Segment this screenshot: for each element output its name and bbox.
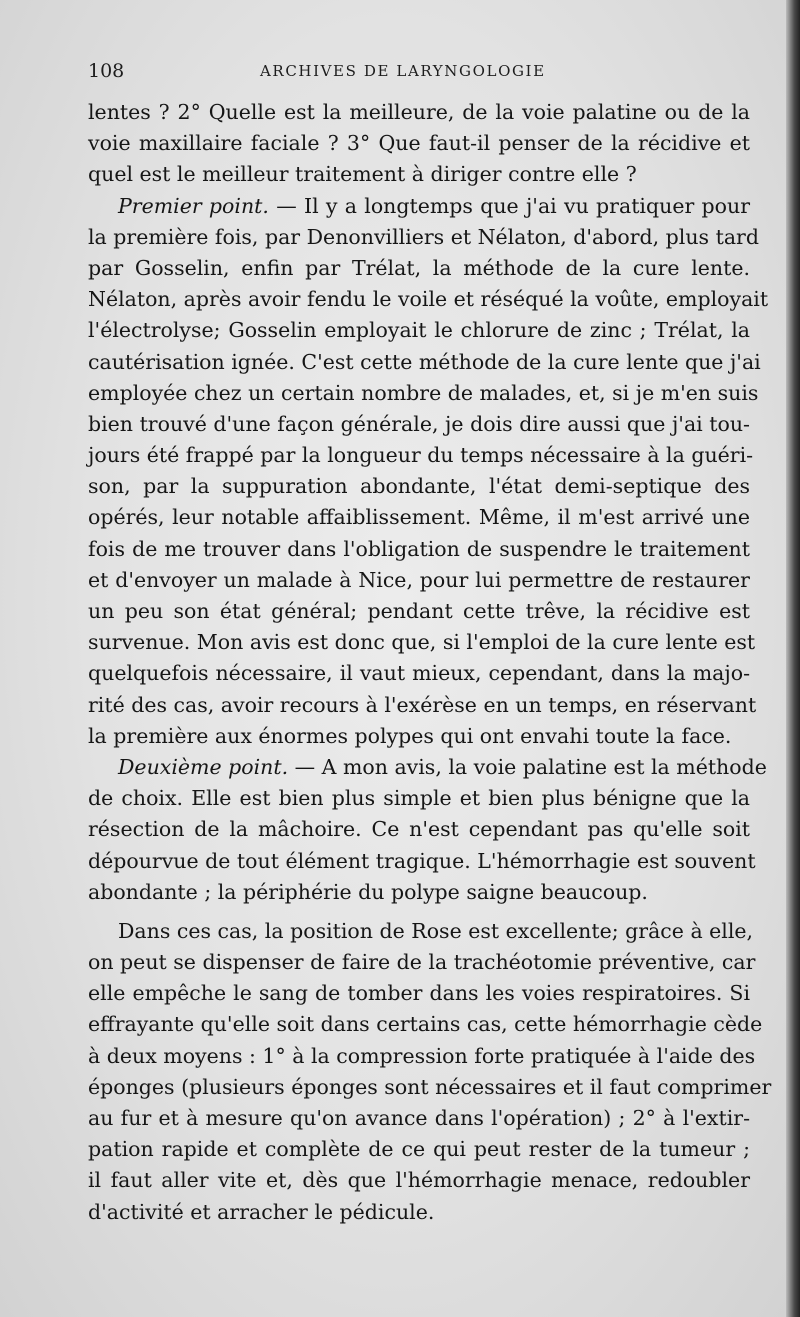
text-line: à deux moyens : 1° à la compression forte pratiquée à l'aide des xyxy=(88,1043,756,1068)
text-line: l'électrolyse; Gosselin employait le chlorure de zinc ; Trélat, la xyxy=(88,318,750,343)
text-line: bien trouvé d'une façon générale, je dois dire aussi que j'ai tou- xyxy=(88,411,750,436)
text-line: et d'envoyer un malade à Nice, pour lui permettre de restaurer xyxy=(88,567,750,592)
text-line: Nélaton, après avoir fendu le voile et réséqué la voûte, employait xyxy=(88,287,769,312)
text-line: voie maxillaire faciale ? 3° Que faut-il penser de la récidive et xyxy=(88,131,750,156)
text-line: résection de la mâchoire. Ce n'est cependant pas qu'elle soit xyxy=(88,817,750,842)
page-header xyxy=(88,60,748,86)
text-line: au fur et à mesure qu'on avance dans l'opération) ; 2° à l'extir- xyxy=(88,1106,750,1130)
text-line xyxy=(88,191,750,222)
body-text xyxy=(88,97,772,1228)
text-line: d'activité et arracher le pédicule. xyxy=(88,1199,435,1224)
text-line: de choix. Elle est bien plus simple et bien plus bénigne que la xyxy=(88,786,750,811)
page-number: 108 xyxy=(88,60,125,82)
text-line: lentes ? 2° Quelle est la meilleure, de la voie palatine ou de la xyxy=(88,100,750,124)
text-line: jours été frappé par la longueur du temps nécessaire à la guéri- xyxy=(88,443,754,468)
section-heading-second: Deuxième point. xyxy=(118,754,289,779)
text-line: par Gosselin, enfin par Trélat, la méthode de la cure lente. xyxy=(88,255,750,280)
text-line: un peu son état général; pendant cette trêve, la récidive est xyxy=(88,599,750,623)
text-line: la première aux énormes polypes qui ont envahi toute la face. xyxy=(88,723,732,748)
text-line: fois de me trouver dans l'obligation de suspendre le traitement xyxy=(88,536,750,561)
text-line: la première fois, par Denonvilliers et Nélaton, d'abord, plus tard xyxy=(88,224,759,249)
text-line: abondante ; la périphérie du polype saigne beaucoup. xyxy=(88,879,648,904)
text-line: quelquefois nécessaire, il vaut mieux, cependant, dans la majo- xyxy=(88,661,750,686)
text-line: elle empêche le sang de tomber dans les voies respiratoires. Si xyxy=(88,981,750,1006)
text-line: opérés, leur notable affaiblissement. Même, il m'est arrivé une xyxy=(88,505,750,530)
text-line: pation rapide et complète de ce qui peut rester de la tumeur ; xyxy=(88,1137,750,1162)
text-line: rité des cas, avoir recours à l'exérèse en un temps, en réservant xyxy=(88,692,757,717)
section-heading-first: Premier point. xyxy=(118,193,269,218)
text-line: dépourvue de tout élément tragique. L'hémorrhagie est souvent xyxy=(88,848,756,873)
paragraph-gap xyxy=(88,908,750,916)
text-line: Dans ces cas, la position de Rose est excellente; grâce à elle, xyxy=(118,918,754,943)
text-line: il faut aller vite et, dès que l'hémorrhagie menace, redoubler xyxy=(88,1168,750,1193)
page-edge-shadow xyxy=(786,0,800,1317)
text-line xyxy=(88,752,767,783)
text-line: éponges (plusieurs éponges sont nécessaires et il faut comprimer xyxy=(88,1074,772,1099)
text-line: son, par la suppuration abondante, l'état demi-septique des xyxy=(88,474,750,499)
text-run: — Il y a longtemps que j'ai vu pratiquer pour xyxy=(268,193,750,218)
text-line: effrayante qu'elle soit dans certains cas, cette hémorrhagie cède xyxy=(88,1012,763,1037)
text-line: survenue. Mon avis est donc que, si l'emploi de la cure lente est xyxy=(88,630,756,655)
text-line: quel est le meilleur traitement à diriger contre elle ? xyxy=(88,162,637,187)
text-line: employée chez un certain nombre de malades, et, si je m'en suis xyxy=(88,380,759,405)
text-line: on peut se dispenser de faire de la trachéotomie préventive, car xyxy=(88,950,756,975)
text-run: — A mon avis, la voie palatine est la méthode xyxy=(288,754,767,779)
running-head: ARCHIVES DE LARYNGOLOGIE xyxy=(260,62,546,80)
text-line: cautérisation ignée. C'est cette méthode de la cure lente que j'ai xyxy=(88,349,761,374)
